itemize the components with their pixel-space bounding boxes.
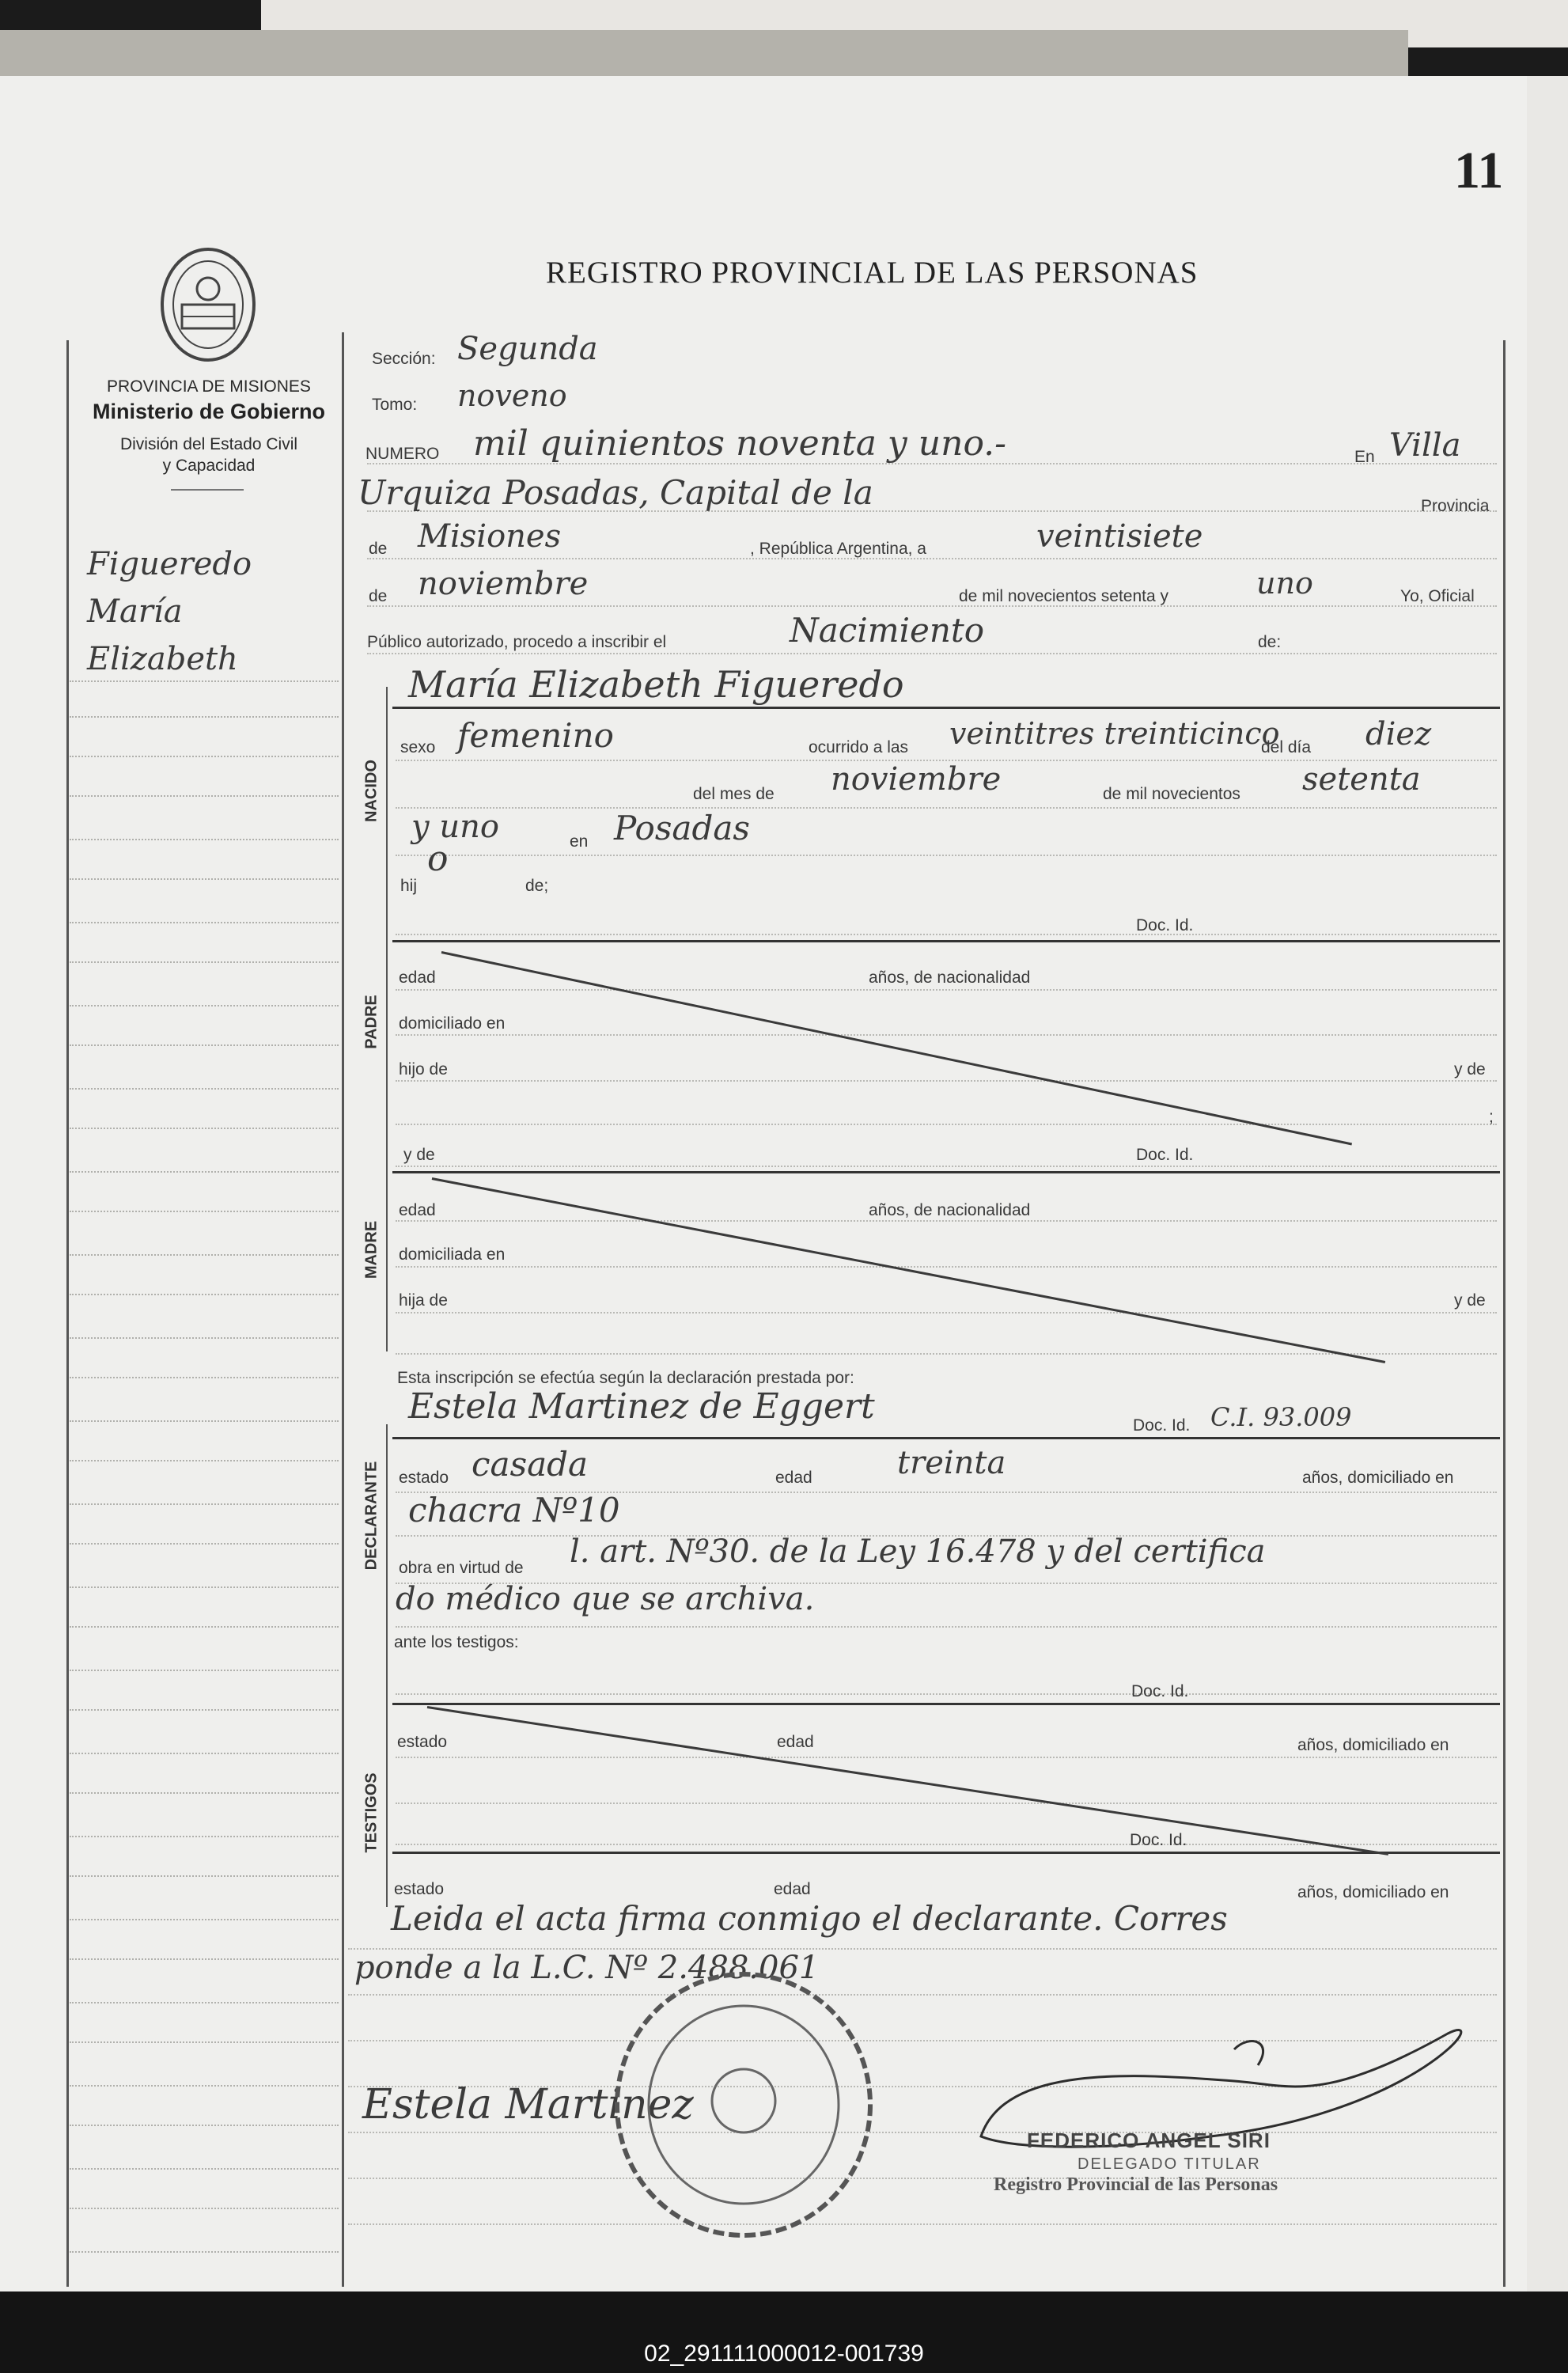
nacido-nombre: María Elizabeth Figueredo	[408, 663, 904, 706]
hora-value: veintitres treinticinco	[949, 716, 1280, 751]
tipo-acta: Nacimiento	[790, 611, 985, 650]
dia-value: diez	[1365, 716, 1432, 752]
de3-label: de:	[1258, 633, 1282, 651]
padre-edad-label: edad	[399, 969, 436, 987]
declarante-nombre: Estela Martinez de Eggert	[408, 1386, 875, 1427]
testigo1-edad-label: edad	[777, 1733, 814, 1751]
obra-label: obra en virtud de	[399, 1559, 524, 1577]
hij-label: hij	[400, 877, 418, 895]
padre-doc-label: Doc. Id.	[1136, 1146, 1194, 1164]
province-name: PROVINCIA DE MISIONES	[107, 377, 311, 396]
de2-label: de	[369, 587, 388, 605]
madre-yde-label: y de	[1454, 1291, 1486, 1310]
division-name-2: y Capacidad	[162, 457, 256, 475]
de-label: de	[369, 540, 388, 558]
madre-nacionalidad-label: años, de nacionalidad	[869, 1201, 1031, 1219]
testigo2-domicilio-label: años, domiciliado en	[1297, 1883, 1449, 1901]
padre-semicolon: ;	[1489, 1108, 1494, 1126]
nacido-doc-label: Doc. Id.	[1136, 916, 1194, 934]
lugar-value-2: Urquiza Posadas, Capital de la	[358, 473, 873, 512]
padre-label: PADRE	[362, 995, 381, 1049]
testigo1-doc-label: Doc. Id.	[1131, 1682, 1189, 1700]
mil-label: de mil novecientos	[1103, 785, 1240, 803]
declarante-doc-label: Doc. Id.	[1133, 1416, 1191, 1435]
mes-value: noviembre	[831, 761, 1002, 798]
provincia-value: Misiones	[418, 518, 562, 555]
column-divider	[342, 332, 344, 2287]
padre-domicilio-label: domiciliado en	[399, 1014, 506, 1033]
round-seal-stamp	[609, 1970, 878, 2239]
testigos-bracket	[386, 1685, 388, 1907]
official-name: FEDERICO ANGEL SIRI	[1027, 2128, 1271, 2152]
testigo2-estado-label: estado	[394, 1880, 445, 1898]
book-cover-edge	[0, 30, 1408, 78]
declarante-doc: C.I. 93.009	[1210, 1402, 1352, 1432]
testigos-label: TESTIGOS	[362, 1772, 381, 1853]
anio-label: de mil novecientos setenta y	[959, 587, 1168, 605]
right-column-border	[1503, 340, 1506, 2287]
mes-inscripcion: noviembre	[418, 566, 589, 602]
declarante-bracket	[386, 1424, 388, 1685]
madre-label: MADRE	[362, 1220, 381, 1279]
tomo-label: Tomo:	[372, 396, 418, 414]
closing-line-1: Leida el acta firma conmigo el declarante. Corres	[391, 1899, 1228, 1938]
lugar-value-1: Villa	[1389, 427, 1461, 464]
numero-value: mil quinientos noventa y uno.-	[473, 423, 1007, 464]
numero-label: NUMERO	[365, 445, 440, 463]
hij-de-label: de;	[525, 877, 549, 895]
declarante-label: DECLARANTE	[362, 1461, 381, 1571]
dia-label: del día	[1261, 738, 1312, 756]
official-office: Registro Provincial de las Personas	[994, 2174, 1278, 2195]
margin-note-name1: María	[87, 593, 183, 630]
declarante-domicilio-label: años, domiciliado en	[1302, 1469, 1454, 1487]
seccion-value: Segunda	[457, 331, 598, 367]
anio-value-2: y uno	[411, 809, 499, 845]
header-divider	[171, 489, 244, 491]
declarante-edad: treinta	[897, 1445, 1006, 1481]
provincia-label: Provincia	[1421, 497, 1490, 515]
hij-suffix: o	[427, 839, 449, 879]
sexo-label: sexo	[400, 738, 436, 756]
publico-label: Público autorizado, procedo a inscribir el	[367, 633, 667, 651]
testigo2-doc-label: Doc. Id.	[1130, 1831, 1187, 1849]
division-name: División del Estado Civil	[119, 435, 298, 453]
madre-hija-label: hija de	[399, 1291, 448, 1310]
padre-hijo-label: hijo de	[399, 1060, 448, 1078]
page-right-edge	[1527, 76, 1568, 2291]
declarante-domicilio: chacra Nº10	[408, 1491, 620, 1530]
madre-domicilio-label: domiciliada en	[399, 1245, 506, 1264]
lugar-nacimiento: Posadas	[614, 809, 750, 847]
ministry-name: Ministerio de Gobierno	[92, 400, 326, 423]
scan-file-id: 02_291111000012-001739	[644, 2341, 924, 2367]
declarante-edad-label: edad	[775, 1469, 812, 1487]
page-title: REGISTRO PROVINCIAL DE LAS PERSONAS	[546, 256, 1199, 290]
declarante-estado-label: estado	[399, 1469, 449, 1487]
padre-nacionalidad-label: años, de nacionalidad	[869, 969, 1031, 987]
section-bracket	[386, 687, 388, 1351]
oficial-label: Yo, Oficial	[1400, 587, 1475, 605]
nacido-label: NACIDO	[362, 760, 381, 822]
mes-label: del mes de	[693, 785, 775, 803]
padre-yde-label: y de	[1454, 1060, 1486, 1078]
testigo1-domicilio-label: años, domiciliado en	[1297, 1736, 1449, 1754]
obra-value-2: do médico que se archiva.	[396, 1581, 815, 1617]
republica-label: , República Argentina, a	[750, 540, 926, 558]
margin-note-surname: Figueredo	[87, 546, 252, 582]
margin-note-name2: Elizabeth	[87, 641, 238, 677]
obra-value: l. art. Nº30. de la Ley 16.478 y del certifica	[570, 1533, 1266, 1570]
seccion-label: Sección:	[372, 350, 436, 368]
dia-inscripcion: veintisiete	[1036, 518, 1203, 555]
en-label: En	[1354, 448, 1375, 466]
testigo1-estado-label: estado	[397, 1733, 448, 1751]
page-number: 11	[1454, 142, 1504, 199]
madre-edad-label: edad	[399, 1201, 436, 1219]
declarante-estado: casada	[472, 1445, 589, 1484]
anio-inscripcion: uno	[1256, 566, 1313, 601]
official-role: DELEGADO TITULAR	[1078, 2155, 1261, 2173]
lugar-label: en	[570, 832, 589, 851]
hora-label: ocurrido a las	[809, 738, 909, 756]
tomo-value: noveno	[457, 378, 567, 413]
left-column-border	[66, 340, 69, 2287]
testigo2-edad-label: edad	[774, 1880, 811, 1898]
testigos-intro: ante los testigos:	[394, 1633, 519, 1651]
declarante-intro: Esta inscripción se efectúa según la declaración prestada por:	[397, 1369, 854, 1387]
provincial-seal-icon	[152, 241, 264, 366]
declarante-signature: Estela Martinez	[362, 2081, 694, 2128]
anio-value: setenta	[1302, 761, 1421, 798]
sexo-value: femenino	[457, 716, 614, 755]
closing-line-2: ponde a la L.C. Nº 2.488.061	[354, 1950, 820, 1986]
padre-yde2-label: y de	[403, 1146, 435, 1164]
